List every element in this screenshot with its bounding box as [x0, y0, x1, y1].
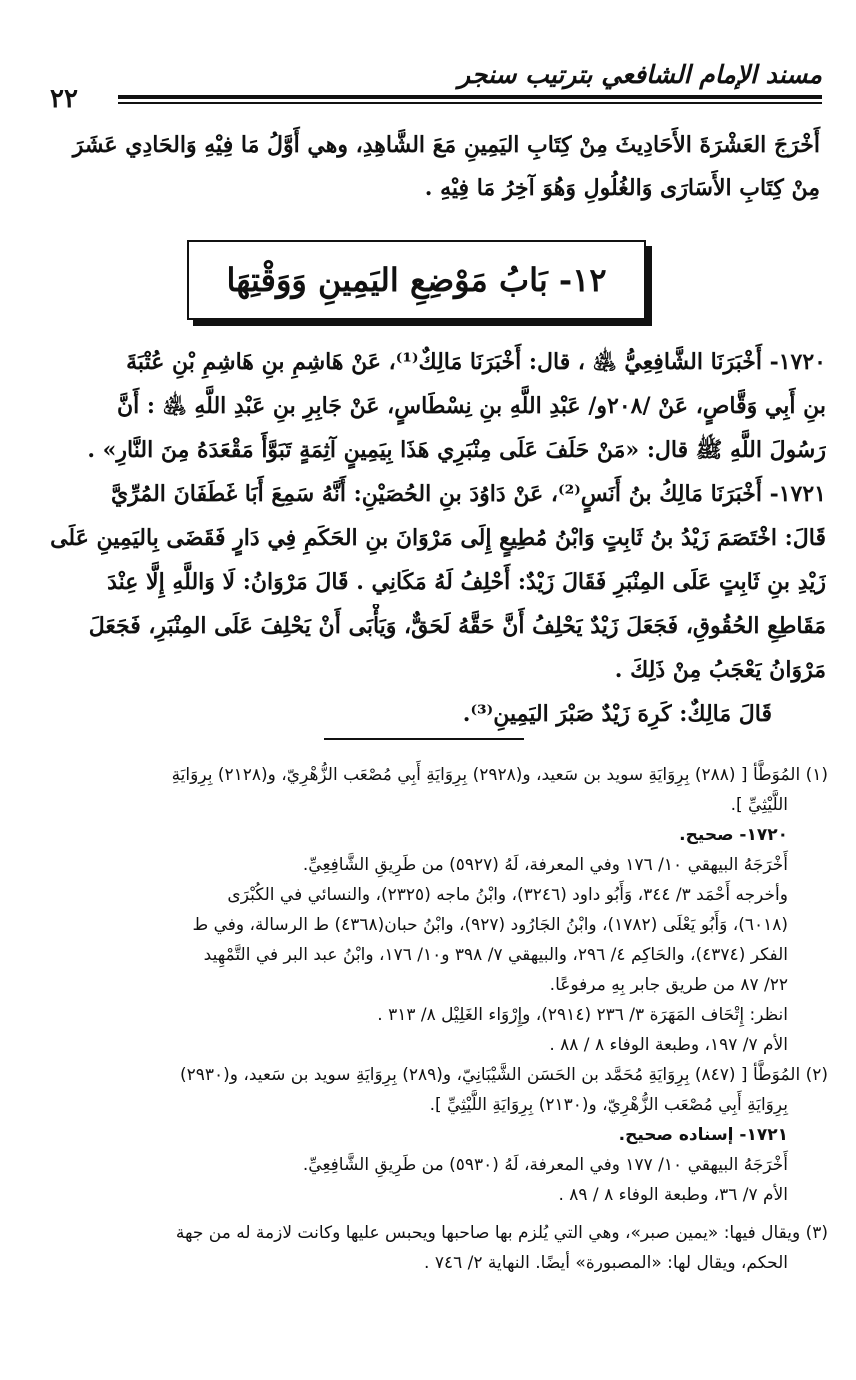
hadith-line: رَسُولَ اللَّهِ ﷺ قال: «مَنْ حَلَفَ عَلَى مِنْبَرِي هَذَا بِيَمِينٍ آثِمَةٍ تَبَوَّأَ مَقْعَدَهُ مِنَ النَّارِ» .: [87, 437, 826, 463]
chapter-heading-box: [187, 240, 646, 320]
footnote-separator: [324, 738, 524, 740]
footnote-1-line: اللَّيْثِيِّ ].: [730, 795, 788, 815]
footnote-1-line: (٦٠١٨)، وَأَبُو يَعْلَى (١٧٨٢)، وابْنُ الجَارُود (٩٢٧)، وابْنُ حبان(٤٣٦٨) ط الرسالة، وفي ط: [192, 915, 788, 935]
hadith-line: مَرْوَانُ يَعْجَبُ مِنْ ذَلِكَ .: [614, 657, 826, 683]
footnote-2-line: (٢) المُوَطَّأ [ (٨٤٧) بِرِوَايَةِ مُحَمَّد بن الحَسَن الشَّيْبَانِيّ، و(٢٨٩) بِرِوَايَةِ سويد بن سَعيد، و(٢٩٣٠): [179, 1065, 828, 1085]
footnote-2-line: الأم ٧/ ٣٦، وطبعة الوفاء ٨ / ٨٩ .: [558, 1185, 788, 1205]
running-title: مسند الإمام الشافعي بترتيب سنجر: [458, 60, 822, 89]
footnote-1-line: (١) المُوَطَّأ [ (٢٨٨) بِرِوَايَةِ سويد بن سَعيد، و(٢٩٢٨) بِرِوَايَةِ أَبِي مُصْعَب الزُّهْرِيّ، و(٢١٢٨) بِرِوَايَةِ: [171, 765, 828, 785]
hadith-text: [26, 340, 826, 736]
header-rule-thin: [118, 102, 822, 104]
hadith-line: زَيْدِ بنِ ثَابِتٍ عَلَى المِنْبَرِ فَقَالَ زَيْدٌ: أَحْلِفُ لَهُ مَكَانِي . قَالَ مَرْوَانُ: لَا وَاللَّهِ إِلَّا عِنْدَ: [107, 569, 826, 595]
hadith-line: ١٧٢١- أَخْبَرَنَا مَالِكُ بنُ أَنَسٍ⁽²⁾، عَنْ دَاوُدَ بنِ الحُصَيْنِ: أَنَّهُ سَمِعَ أَبَا غَطَفَانَ المُرِّيَّ: [111, 481, 826, 507]
footnote-1-line: الفكر (٤٣٧٤)، والحَاكِم ٤/ ٢٩٦، والبيهقي ٧/ ٣٩٨ و١٠/ ١٧٦، وابْنُ عبد البر في التَّمْهِيد: [203, 945, 788, 965]
hadith-line: قَالَ مَالِكٌ: كَرِهَ زَيْدٌ صَبْرَ اليَمِينِ⁽³⁾.: [462, 701, 772, 727]
footnotes: [28, 760, 828, 1278]
hadith-line: ١٧٢٠- أَخْبَرَنَا الشَّافِعِيُّ ﵁ ، قال: أَخْبَرَنَا مَالِكٌ⁽¹⁾، عَنْ هَاشِمِ بنِ هَاشِمِ بْنِ عُتْبَةَ: [126, 349, 826, 375]
footnote-3-line: الحكم، ويقال لها: «المصبورة» أيضًا. النهاية ٢/ ٧٤٦ .: [424, 1253, 788, 1273]
footnote-1-line: ٢٢/ ٨٧ من طريق جابر بِهِ مرفوعًا.: [549, 975, 788, 995]
footnote-2-line: أَخْرَجَهُ البيهقي ١٠/ ١٧٧ وفي المعرفة، لَهُ (٥٩٣٠) من طَرِيقِ الشَّافِعِيِّ.: [302, 1155, 788, 1175]
footnote-2-line: بِرِوَايَةِ أَبِي مُصْعَب الزُّهْرِيّ، و(٢١٣٠) بِرِوَايَةِ اللَّيْثِيِّ ].: [429, 1095, 788, 1115]
hadith-line: مَقَاطِعِ الحُقُوقِ، فَجَعَلَ زَيْدٌ يَحْلِفُ أَنَّ حَقَّهُ لَحَقٌّ، وَيَأْبَى أَنْ يَحْلِفَ عَلَى المِنْبَرِ، فَجَعَلَ: [88, 613, 826, 639]
header-rule-thick: [118, 95, 822, 99]
footnote-2-grading: ١٧٢١- إسناده صحيح.: [618, 1125, 788, 1145]
chapter-title: ١٢- بَابُ مَوْضِعِ اليَمِينِ وَوَقْتِهَا: [226, 261, 607, 299]
footnote-1-grading: ١٧٢٠- صحيح.: [679, 825, 788, 845]
intro-line: مِنْ كِتَابِ الأَسَارَى وَالغُلُولِ وَهُوَ آخِرُ مَا فِيْهِ .: [424, 175, 820, 201]
hadith-line: بنِ أَبِي وَقَّاصٍ، عَنْ /٢٠٨و/ عَبْدِ اللَّهِ بنِ نِسْطَاسٍ، عَنْ جَابِرِ بنِ عَبْدِ اللَّهِ ﵁ : أَنَّ: [116, 393, 826, 419]
footnote-1-line: وأخرجه أَحْمَد ٣/ ٣٤٤، وَأَبُو داود (٣٢٤٦)، وابْنُ ماجه (٢٣٢٥)، والنسائي في الكُبْرَى: [227, 885, 788, 905]
footnote-1-line: انظر: إِتْحَاف المَهَرَة ٣/ ٢٣٦ (٢٩١٤)، وإِرْوَاء الغَلِيْل ٨/ ٣١٣ .: [377, 1005, 788, 1025]
page-number: ٢٢: [50, 84, 78, 114]
hadith-line: قَالَ: اخْتَصَمَ زَيْدُ بنُ ثَابِتٍ وَابْنُ مُطِيعٍ إِلَى مَرْوَانَ بنِ الحَكَمِ فِي دَارٍ فَقَضَى بِاليَمِينِ عَلَى: [50, 525, 826, 551]
footnote-3-line: (٣) ويقال فيها: «يمين صبر»، وهي التي يُلزم بها صاحبها ويحبس عليها وكانت لازمة له من جهة: [175, 1223, 828, 1243]
intro-paragraph: [30, 124, 820, 210]
intro-line: أَخْرَجَ العَشْرَةَ الأَحَادِيثَ مِنْ كِتَابِ اليَمِينِ مَعَ الشَّاهِدِ، وهي أَوَّلُ مَا فِيْهِ وَالحَادِي عَشَرَ: [72, 132, 820, 158]
footnote-1-line: الأم ٧/ ١٩٧، وطبعة الوفاء ٨ / ٨٨ .: [549, 1035, 788, 1055]
footnote-1-line: أَخْرَجَهُ البيهقي ١٠/ ١٧٦ وفي المعرفة، لَهُ (٥٩٢٧) من طَرِيقِ الشَّافِعِيِّ.: [302, 855, 788, 875]
